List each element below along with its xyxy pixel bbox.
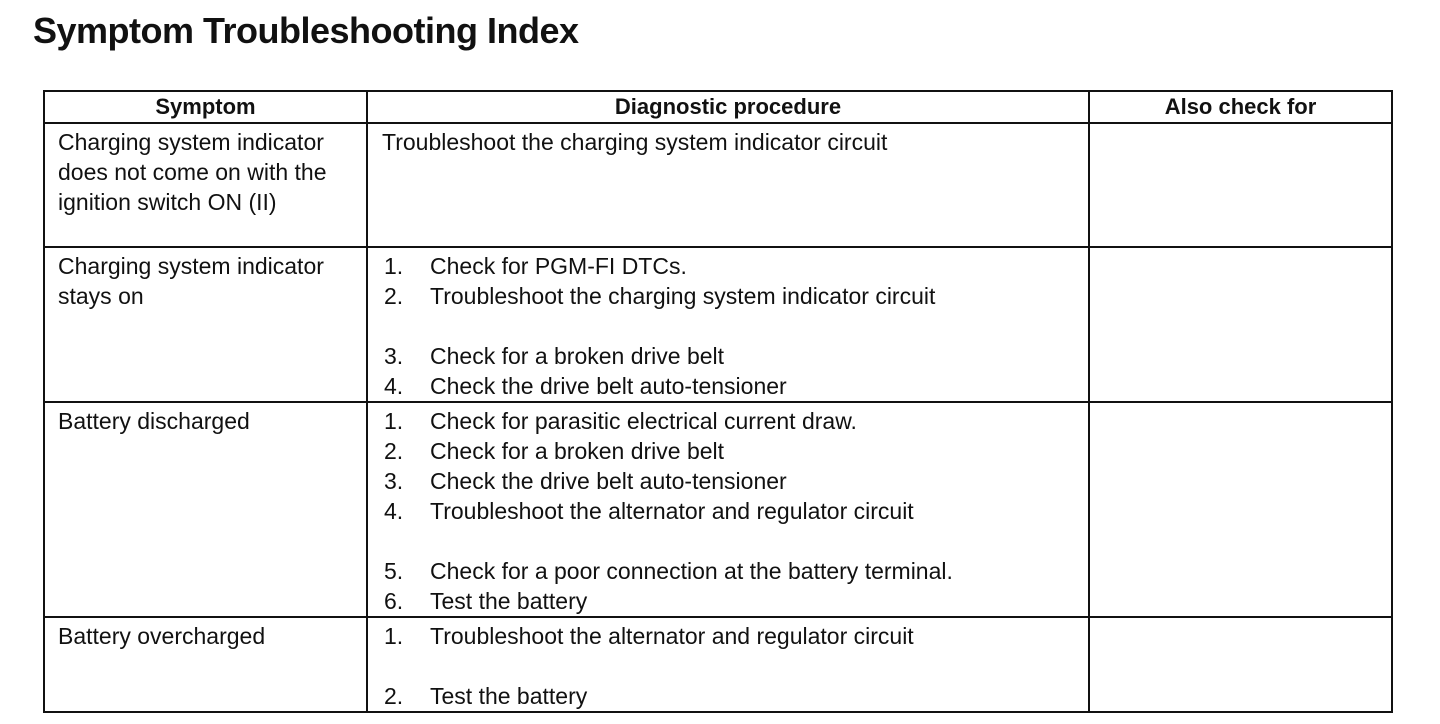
header-also-check-for: Also check for — [1089, 91, 1392, 123]
procedure-step — [382, 466, 1078, 496]
procedure-cell — [367, 617, 1089, 712]
procedure-step — [382, 556, 1078, 586]
procedure-step — [382, 406, 1078, 436]
also-check-cell — [1089, 617, 1392, 712]
procedure-step — [382, 251, 1078, 281]
step-text: Troubleshoot the alternator and regulator circuit — [430, 498, 914, 524]
also-check-cell — [1089, 247, 1392, 402]
step-number: 1. — [384, 253, 404, 279]
table-row — [44, 123, 1392, 247]
procedure-step — [382, 621, 1078, 651]
step-number: 4. — [384, 498, 404, 524]
header-symptom: Symptom — [44, 91, 367, 123]
procedure-cell — [367, 123, 1089, 247]
step-number: 6. — [384, 588, 404, 614]
step-text: Test the battery — [430, 683, 588, 709]
table-header-row — [44, 91, 1392, 123]
header-diagnostic-procedure: Diagnostic procedure — [367, 91, 1089, 123]
symptom-cell: Battery discharged — [44, 402, 367, 617]
procedure-step — [382, 371, 1078, 401]
step-text: Troubleshoot the alternator and regulator circuit — [430, 623, 914, 649]
step-text: Check for a poor connection at the battery terminal. — [430, 558, 953, 584]
step-number: 3. — [384, 468, 404, 494]
step-number: 2. — [384, 438, 404, 464]
step-text: Check the drive belt auto-tensioner — [430, 468, 787, 494]
step-text: Check for a broken drive belt — [430, 438, 725, 464]
table-row — [44, 617, 1392, 712]
step-text: Check the drive belt auto-tensioner — [430, 373, 787, 399]
step-text: Check for a broken drive belt — [430, 343, 725, 369]
step-number: 2. — [384, 683, 404, 709]
step-number: 1. — [384, 408, 404, 434]
procedure-step — [382, 281, 1078, 311]
symptom-cell: Battery overcharged — [44, 617, 367, 712]
step-text: Check for PGM-FI DTCs. — [430, 253, 687, 279]
procedure-step — [382, 436, 1078, 466]
symptom-cell: Charging system indicator does not come on with the ignition switch ON (II) — [44, 123, 367, 247]
table-row — [44, 247, 1392, 402]
procedure-step — [382, 341, 1078, 371]
table-row — [44, 402, 1392, 617]
procedure-text: Troubleshoot the charging system indicator circuit — [382, 129, 888, 155]
step-number: 3. — [384, 343, 404, 369]
procedure-step — [382, 586, 1078, 616]
procedure-step — [382, 496, 1078, 526]
procedure-step — [382, 681, 1078, 711]
step-text: Troubleshoot the charging system indicator circuit — [430, 283, 936, 309]
step-number: 4. — [384, 373, 404, 399]
troubleshooting-table — [43, 90, 1393, 713]
step-number: 1. — [384, 623, 404, 649]
step-text: Check for parasitic electrical current draw. — [430, 408, 857, 434]
step-number: 2. — [384, 283, 404, 309]
symptom-cell: Charging system indicator stays on — [44, 247, 367, 402]
procedure-cell — [367, 402, 1089, 617]
page-title: Symptom Troubleshooting Index — [33, 10, 579, 51]
also-check-cell — [1089, 123, 1392, 247]
step-number: 5. — [384, 558, 404, 584]
step-text: Test the battery — [430, 588, 588, 614]
also-check-cell — [1089, 402, 1392, 617]
procedure-cell — [367, 247, 1089, 402]
